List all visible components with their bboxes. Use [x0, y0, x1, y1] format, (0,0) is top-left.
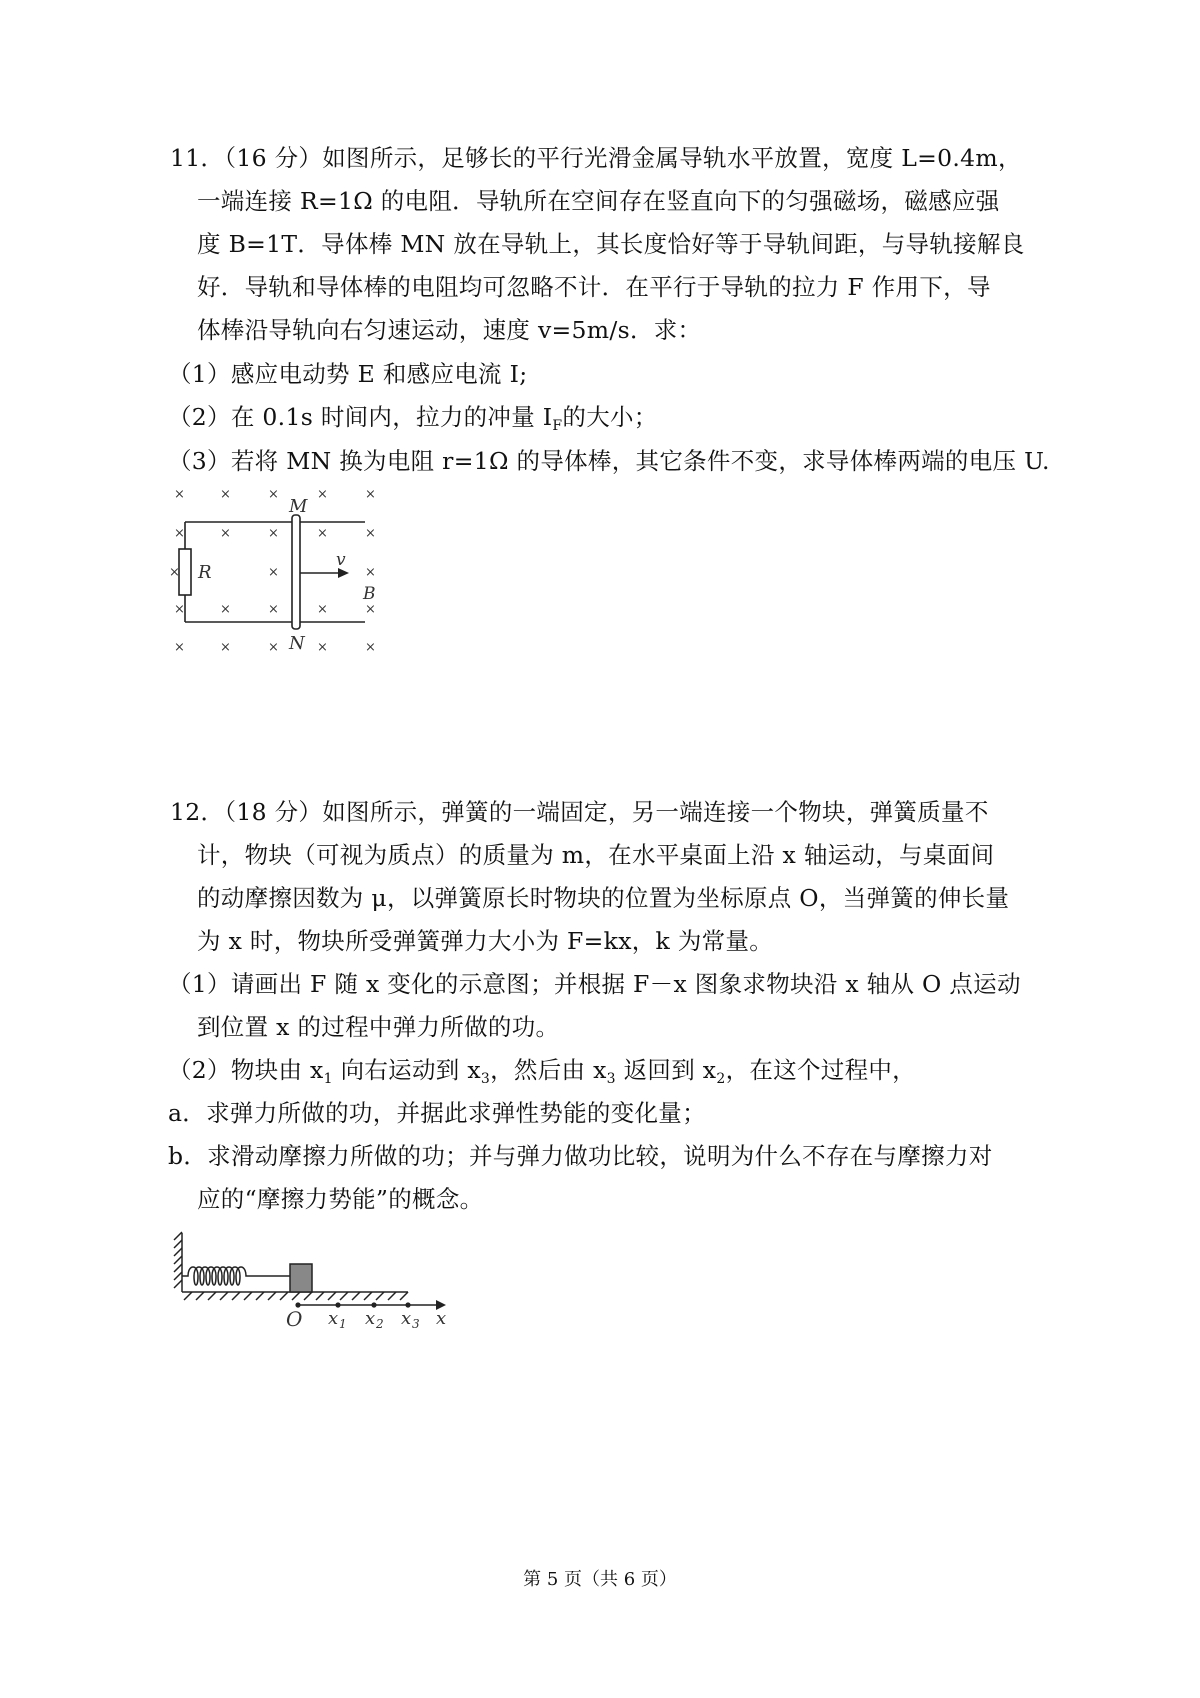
- label-x2: x: [365, 1308, 376, 1329]
- q12-sub-2-part: ，然后由 x: [490, 1056, 607, 1084]
- label-v: v: [336, 550, 346, 570]
- cross-mark: ×: [268, 526, 279, 541]
- q12-sub-2-subscript: 3: [606, 1071, 616, 1087]
- cross-mark: ×: [365, 602, 376, 617]
- page-footer: 第 5 页（共 6 页）: [523, 1569, 677, 1590]
- q11-line-3: 度 B=1T．导体棒 MN 放在导轨上，其长度恰好等于导轨间距，与导轨接解良: [197, 230, 1025, 258]
- label-R: R: [198, 562, 212, 583]
- q11-sub-2-pre: （2）在 0.1s 时间内，拉力的冲量 I: [168, 403, 553, 431]
- cross-mark: ×: [317, 487, 328, 502]
- cross-mark: ×: [220, 487, 231, 502]
- q11-line-5: 体棒沿导轨向右匀速运动，速度 v=5m/s．求：: [197, 316, 702, 344]
- q11-figure: [165, 485, 395, 660]
- point-x2: [371, 1302, 376, 1307]
- label-x1: x: [328, 1308, 339, 1329]
- cross-mark: ×: [365, 640, 376, 655]
- table-hatch: [184, 1292, 408, 1300]
- q12-sub-1-line-2: 到位置 x 的过程中弹力所做的功。: [197, 1013, 560, 1041]
- q12-part-b-line-1: b．求滑动摩擦力所做的功；并与弹力做功比较，说明为什么不存在与摩擦力对: [168, 1142, 993, 1170]
- q12-line-3: 的动摩擦因数为 μ，以弹簧原长时物块的位置为坐标原点 O，当弹簧的伸长量: [197, 884, 1010, 912]
- point-x1: [335, 1302, 340, 1307]
- cross-mark: ×: [174, 487, 185, 502]
- q11-sub-3: （3）若将 MN 换为电阻 r=1Ω 的导体棒，其它条件不变，求导体棒两端的电压 U.: [168, 447, 1050, 475]
- q12-sub-2-subscript: 2: [716, 1071, 726, 1087]
- q11-line-1: 11．（16 分）如图所示，足够长的平行光滑金属导轨水平放置，宽度 L=0.4m，: [170, 144, 1022, 172]
- label-x-axis: x: [436, 1308, 447, 1329]
- wall-hatch: [174, 1232, 182, 1288]
- resistor: [179, 549, 191, 595]
- q11-sub-2: [168, 402, 658, 441]
- cross-mark: ×: [268, 602, 279, 617]
- q12-figure: [168, 1228, 468, 1331]
- q11-sub-1: （1）感应电动势 E 和感应电流 I;: [168, 360, 528, 388]
- label-x3: x: [401, 1308, 412, 1329]
- cross-mark: ×: [174, 526, 185, 541]
- q11-line-2: 一端连接 R=1Ω 的电阻．导轨所在空间存在竖直向下的匀强磁场，磁感应强: [197, 187, 1000, 215]
- q12-line-2: 计，物块（可视为质点）的质量为 m，在水平桌面上沿 x 轴运动，与桌面间: [197, 841, 995, 869]
- label-B: B: [363, 584, 376, 604]
- q12-sub-1-line-1: （1）请画出 F 随 x 变化的示意图；并根据 F－x 图象求物块沿 x 轴从 O 点运动: [168, 970, 1021, 998]
- q12-line-4: 为 x 时，物块所受弹簧弹力大小为 F=kx，k 为常量。: [197, 927, 774, 955]
- q12-sub-2-part: ，在这个过程中，: [725, 1056, 916, 1084]
- cross-mark: ×: [174, 602, 185, 617]
- q12-sub-2-part: （2）物块由 x: [168, 1056, 324, 1084]
- cross-mark: ×: [365, 487, 376, 502]
- q12-sub-2-part: 向右运动到 x: [332, 1056, 481, 1084]
- q12-line-1: 12．（18 分）如图所示，弹簧的一端固定，另一端连接一个物块，弹簧质量不: [170, 798, 989, 826]
- q12-part-b-line-2: 应的“摩擦力势能”的概念。: [197, 1185, 484, 1213]
- label-M: M: [289, 496, 308, 517]
- cross-mark: ×: [317, 602, 328, 617]
- cross-mark: ×: [317, 640, 328, 655]
- q11-line-4: 好．导轨和导体棒的电阻均可忽略不计．在平行于导轨的拉力 F 作用下，导: [197, 273, 991, 301]
- label-N: N: [289, 633, 305, 654]
- block: [290, 1264, 312, 1292]
- cross-mark: ×: [220, 640, 231, 655]
- cross-mark: ×: [268, 565, 279, 580]
- cross-mark: ×: [169, 565, 180, 580]
- cross-mark: ×: [365, 565, 376, 580]
- cross-mark: ×: [365, 526, 376, 541]
- q12-part-a: a．求弹力所做的功，并据此求弹性势能的变化量；: [168, 1099, 706, 1127]
- label-x3-sub: 3: [412, 1317, 420, 1331]
- q12-sub-2-subscript: 1: [323, 1071, 333, 1087]
- cross-mark: ×: [317, 526, 328, 541]
- conductor-rod: [292, 515, 300, 629]
- q11-sub-2-subscript: F: [552, 418, 563, 434]
- q11-sub-2-post: 的大小；: [562, 403, 658, 431]
- cross-mark: ×: [220, 526, 231, 541]
- point-x3: [405, 1302, 410, 1307]
- q12-sub-2-subscript: 3: [480, 1071, 491, 1087]
- spring: [182, 1267, 290, 1285]
- q12-sub-2: [168, 1055, 916, 1094]
- cross-mark: ×: [268, 487, 279, 502]
- label-x2-sub: 2: [376, 1317, 384, 1331]
- cross-mark: ×: [268, 640, 279, 655]
- label-O: O: [286, 1307, 303, 1331]
- cross-mark: ×: [174, 640, 185, 655]
- label-x1-sub: 1: [339, 1317, 347, 1331]
- cross-mark: ×: [220, 602, 231, 617]
- q12-sub-2-part: 返回到 x: [615, 1056, 717, 1084]
